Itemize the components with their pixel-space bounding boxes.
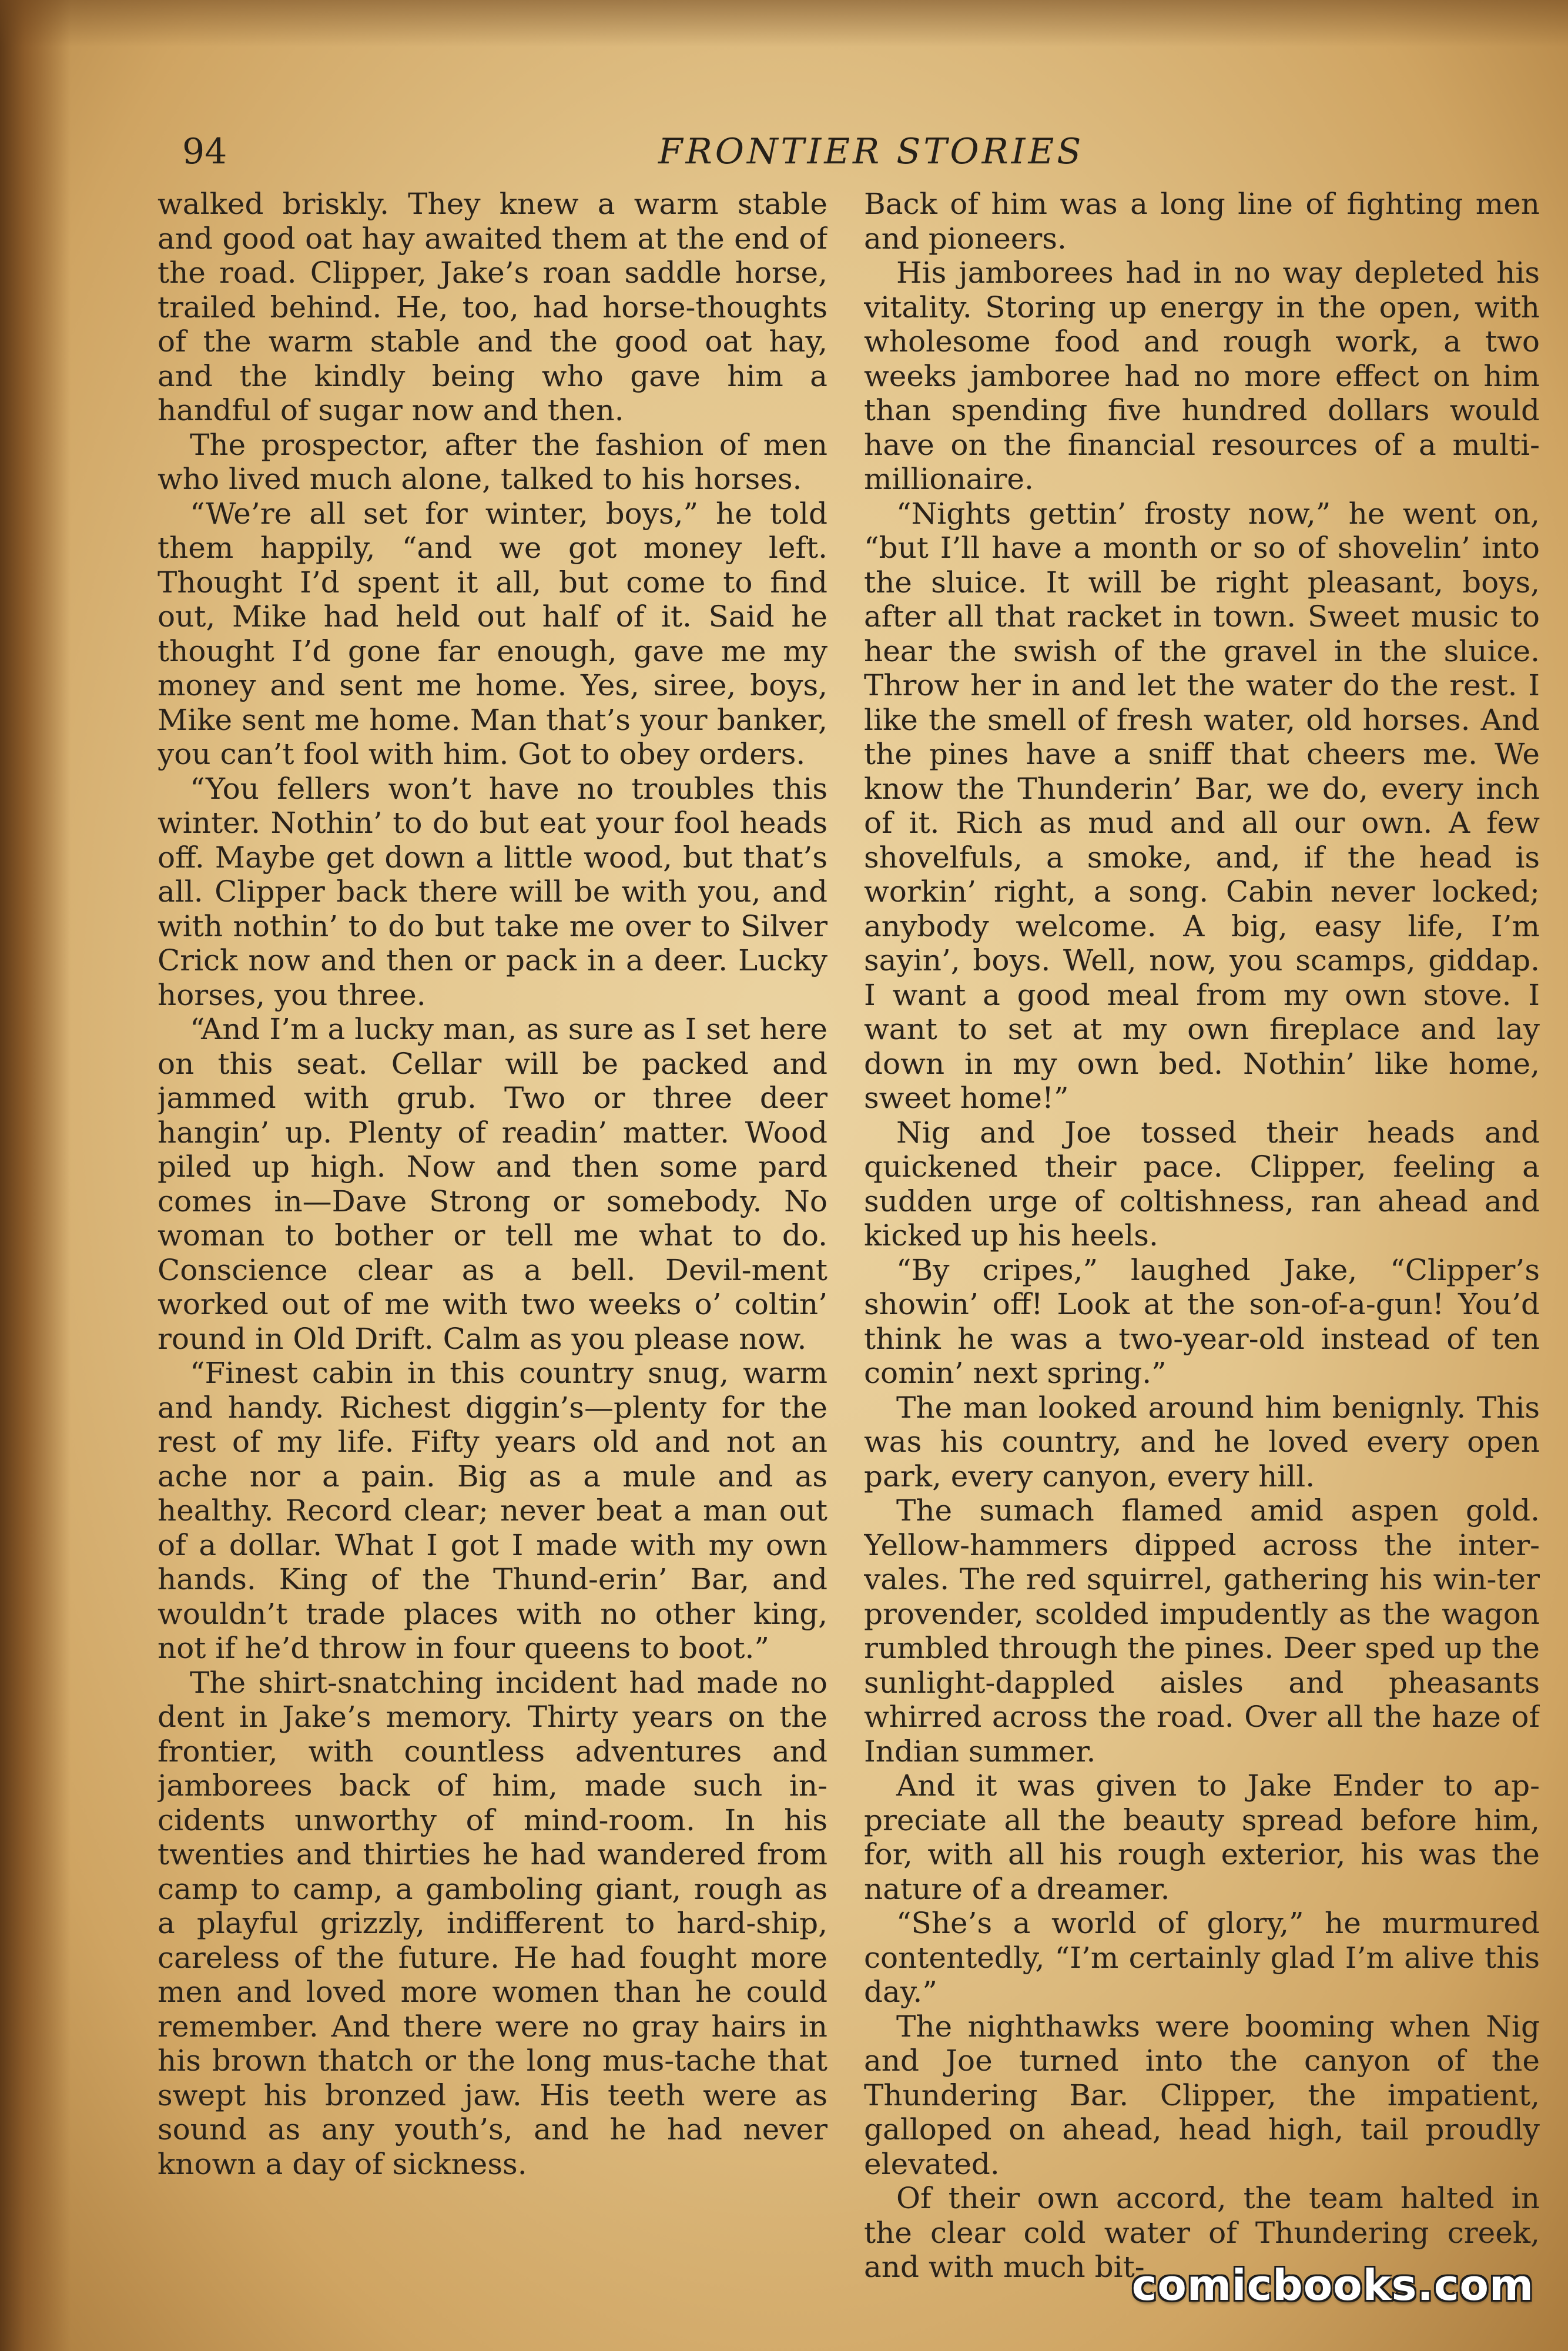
paragraph: “You fellers won’t have no troubles this winter. Nothin’ to do but eat your fool heads off. Maybe get down a little wood, but that’s all. Clipper back there will be with you, and with nothin’ to do but take me over to Silver Crick now and then or pack in a deer. Lucky horses, you three. (158, 771, 827, 1012)
left-column (158, 187, 827, 2315)
watermark: comicbooks.com (1131, 2260, 1534, 2310)
paragraph: “Nights gettin’ frosty now,” he went on, “but I’ll have a month or so of shovelin’ into the sluice. It will be right pleasant, boys, after all that racket in town. Sweet music to hear the swish of the gravel in the sluice. Throw her in and let the water do the rest. I like the smell of fresh water, old horses. And the pines have a sniff that cheers me. We know the Thunderin’ Bar, we do, every inch of it. Rich as mud and all our own. A few shovelfuls, a smoke, and, if the head is workin’ right, a song. Cabin never locked; anybody welcome. A big, easy life, I’m sayin’, boys. Well, now, you scamps, giddap. I want a good meal from my own stove. I want to set at my own fireplace and lay down in my own bed. Nothin’ like home, sweet home!” (864, 496, 1540, 1115)
right-column (864, 187, 1540, 2315)
paragraph: Of their own accord, the team halted in the clear cold water of Thundering creek, and with much bit- (864, 2181, 1540, 2284)
page-top-shadow (0, 0, 1568, 47)
page-header (182, 128, 1540, 193)
page-binding-shadow (0, 0, 71, 2351)
paragraph: Nig and Joe tossed their heads and quickened their pace. Clipper, feeling a sudden urge of coltishness, ran ahead and kicked up his heels. (864, 1115, 1540, 1252)
page-number: 94 (182, 131, 227, 172)
paragraph: Back of him was a long line of fighting men and pioneers. (864, 187, 1540, 256)
paragraph: “Finest cabin in this country snug, warm and handy. Richest diggin’s—plenty for the rest of my life. Fifty years old and not an ache nor a pain. Big as a mule and as healthy. Record clear; never beat a man out of a dollar. What I got I made with my own hands. King of the Thund-erin’ Bar, and wouldn’t trade places with no other king, not if he’d throw in four queens to boot.” (158, 1356, 827, 1665)
paragraph: The shirt-snatching incident had made no dent in Jake’s memory. Thirty years on the frontier, with countless adventures and jamborees back of him, made such in-cidents unworthy of mind-room. In his twenties and thirties he had wandered from camp to camp, a gamboling giant, rough as a playful grizzly, indifferent to hard-ship, careless of the future. He had fought more men and loved more women than he could remember. And there were no gray hairs in his brown thatch or the long mus-tache that swept his bronzed jaw. His teeth were as sound as any youth’s, and he had never known a day of sickness. (158, 1665, 827, 2181)
paragraph: The nighthawks were booming when Nig and Joe turned into the canyon of the Thundering Bar. Clipper, the impatient, galloped on ahead, head high, tail proudly elevated. (864, 2009, 1540, 2181)
paragraph: And it was given to Jake Ender to ap-preciate all the beauty spread before him, for, with all his rough exterior, his was the nature of a dreamer. (864, 1769, 1540, 1906)
paragraph: “And I’m a lucky man, as sure as I set here on this seat. Cellar will be packed and jammed with grub. Two or three deer hangin’ up. Plenty of readin’ matter. Wood piled up high. Now and then some pard comes in—Dave Strong or somebody. No woman to bother or tell me what to do. Conscience clear as a bell. Devil-ment worked out of me with two weeks o’ coltin’ round in Old Drift. Calm as you please now. (158, 1012, 827, 1356)
paragraph: “We’re all set for winter, boys,” he told them happily, “and we got money left. Thought I’d spent it all, but come to find out, Mike had held out half of it. Said he thought I’d gone far enough, gave me my money and sent me home. Yes, siree, boys, Mike sent me home. Man that’s your banker, you can’t fool with him. Got to obey orders. (158, 496, 827, 771)
paragraph: The sumach flamed amid aspen gold. Yellow-hammers dipped across the inter-vales. The red squirrel, gathering his win-ter provender, scolded impudently as the wagon rumbled through the pines. Deer sped up the sunlight-dappled aisles and pheasants whirred across the road. Over all the haze of Indian summer. (864, 1493, 1540, 1769)
paragraph: His jamborees had in no way depleted his vitality. Storing up energy in the open, with wholesome food and rough work, a two weeks jamboree had no more effect on him than spending five hundred dollars would have on the financial resources of a multi-millionaire. (864, 256, 1540, 496)
running-title: FRONTIER STORIES (658, 131, 1084, 172)
paragraph: “By cripes,” laughed Jake, “Clipper’s showin’ off! Look at the son-of-a-gun! You’d think he was a two-year-old instead of ten comin’ next spring.” (864, 1252, 1540, 1390)
paragraph: The man looked around him benignly. This was his country, and he loved every open park, every canyon, every hill. (864, 1390, 1540, 1493)
paragraph: The prospector, after the fashion of men who lived much alone, talked to his horses. (158, 427, 827, 496)
paragraph: walked briskly. They knew a warm stable and good oat hay awaited them at the end of the road. Clipper, Jake’s roan saddle horse, trailed behind. He, too, had horse-thoughts of the warm stable and the good oat hay, and the kindly being who gave him a handful of sugar now and then. (158, 187, 827, 427)
paragraph: “She’s a world of glory,” he murmured contentedly, “I’m certainly glad I’m alive this day.” (864, 1906, 1540, 2009)
